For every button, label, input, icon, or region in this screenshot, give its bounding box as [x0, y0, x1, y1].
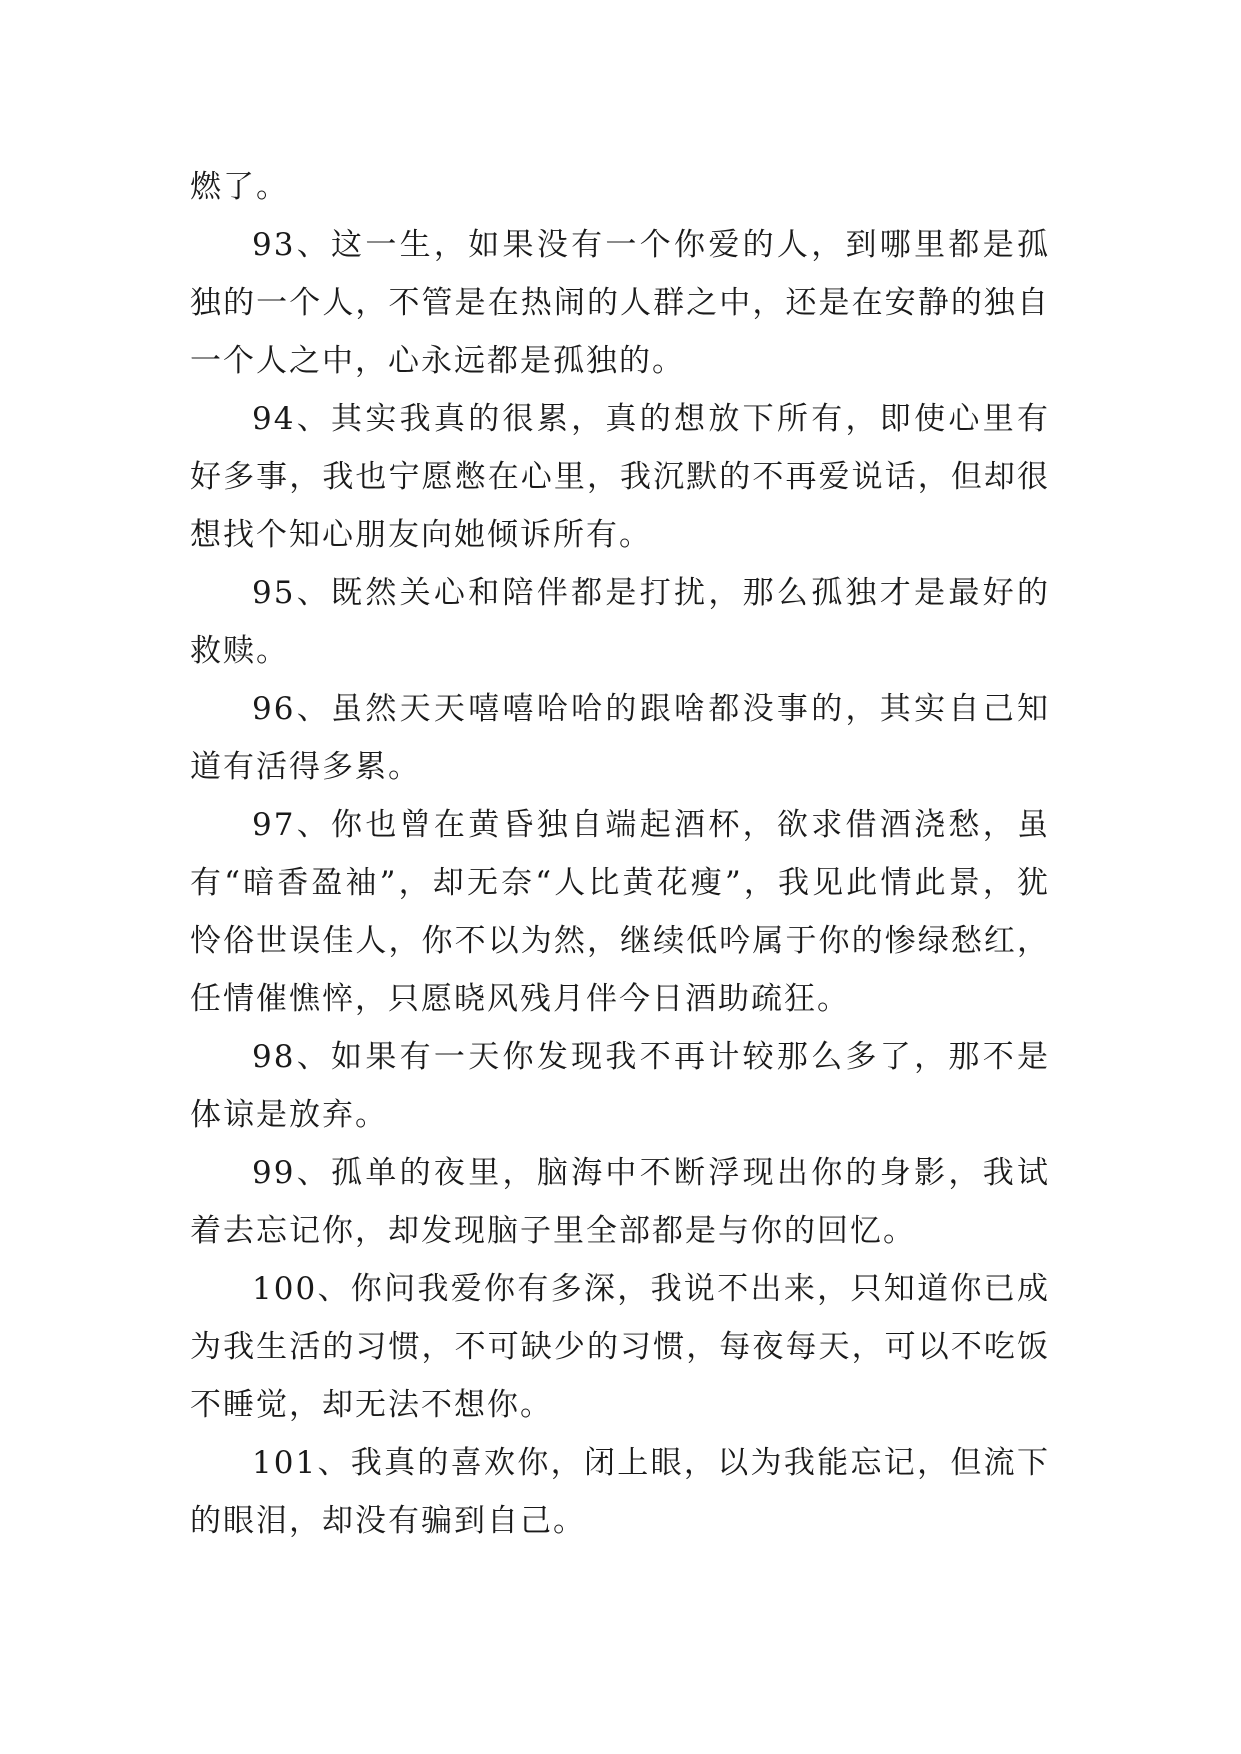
- paragraph-item-99: 99、孤单的夜里，脑海中不断浮现出你的身影，我试着去忘记你，却发现脑子里全部都是与你的回忆。: [190, 1155, 1050, 1249]
- paragraph-item-96: 96、虽然天天嘻嘻哈哈的跟啥都没事的，其实自己知道有活得多累。: [190, 691, 1050, 785]
- paragraph-item-94: 94、其实我真的很累，真的想放下所有，即使心里有好多事，我也宁愿憋在心里，我沉默的不再爱说话，但却很想找个知心朋友向她倾诉所有。: [190, 401, 1050, 553]
- paragraph-item-93: 93、这一生，如果没有一个你爱的人，到哪里都是孤独的一个人，不管是在热闹的人群之中，还是在安静的独自一个人之中，心永远都是孤独的。: [190, 227, 1050, 379]
- paragraph-item-97: 97、你也曾在黄昏独自端起酒杯，欲求借酒浇愁，虽有“暗香盈袖”，却无奈“人比黄花瘦”，我见此情此景，犹怜俗世误佳人，你不以为然，继续低吟属于你的惨绿愁红，任情催憔悴，只愿晓风残月伴今日酒助疏狂。: [190, 807, 1050, 1017]
- paragraph-item-95: 95、既然关心和陪伴都是打扰，那么孤独才是最好的救赎。: [190, 575, 1050, 669]
- paragraph-item-101: 101、我真的喜欢你，闭上眼，以为我能忘记，但流下的眼泪，却没有骗到自己。: [190, 1445, 1050, 1539]
- paragraph-item-98: 98、如果有一天你发现我不再计较那么多了，那不是体谅是放弃。: [190, 1039, 1050, 1133]
- paragraph-continuation: 燃了。: [190, 169, 289, 205]
- document-body: [190, 158, 1050, 1550]
- paragraph-item-100: 100、你问我爱你有多深，我说不出来，只知道你已成为我生活的习惯，不可缺少的习惯，每夜每天，可以不吃饭不睡觉，却无法不想你。: [190, 1271, 1050, 1423]
